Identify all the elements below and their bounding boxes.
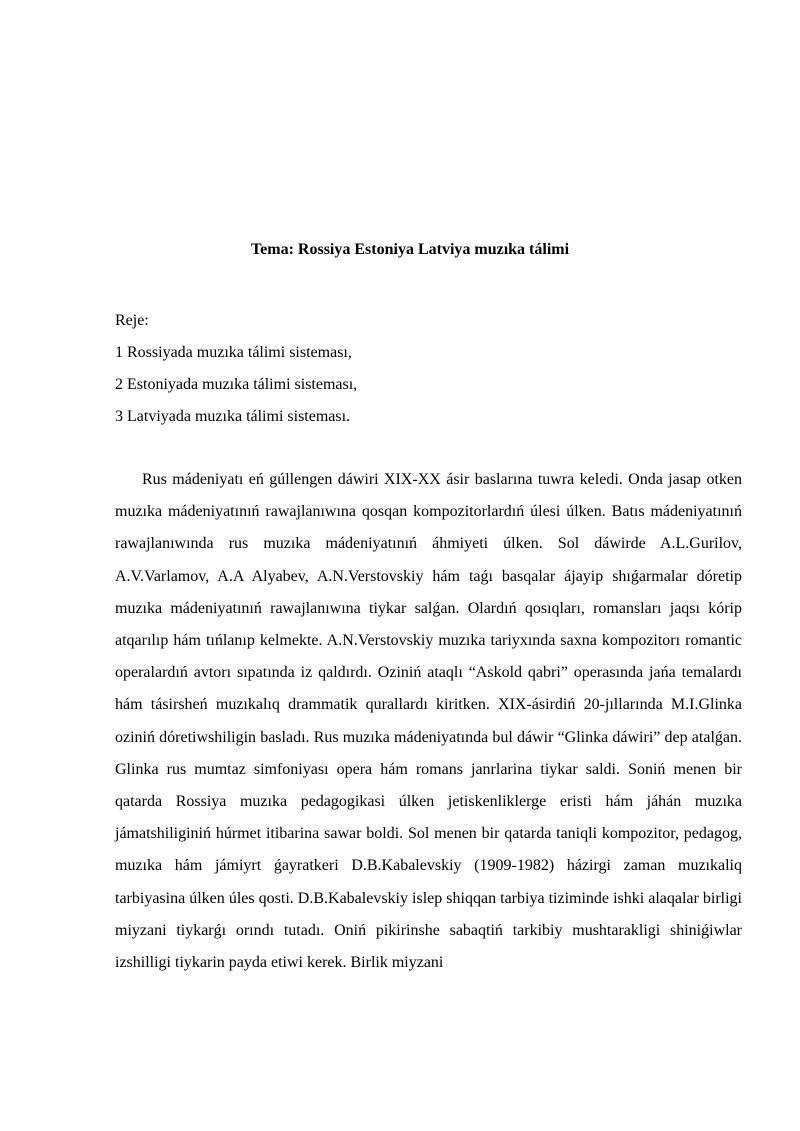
body-paragraph: Rus mádeniyatı eń gúllengen dáwiri XIX-XX ásir baslarına tuwra keledi. Onda jasap otken muzıka mádeniyatınıń rawajlanıwına qosqan kompozitorlardıń úlesi úlken. Batıs mádeniyatınıń rawajlanıwında rus muzıka mádeniyatınıń áhmiyeti úlken. Sol dáwirde A.L.Gurilov, A.V.Varlamov, A.A Alyabev, A.N.Verstovskiy hám taǵı basqalar ájayip shıǵarmalar dóretip muzıka mádeniyatınıń rawajlanıwına tiykar salǵan. Olardıń qosıqları, romansları jaqsı kórip atqarılıp hám tıńlanıp kelmekte. A.N.Verstovskiy muzıka tariyxında saxna kompozitorı romantic operalardıń avtorı sıpatında iz qaldırdı. Oziniń ataqlı “Askold qabri” operasında jańa temalardı hám tásirsheń muzıkalıq drammatik qurallardı kiritken. XIX-ásirdiń 20-jıllarında M.I.Glinka oziniń dóretiwshiligin basladı. Rus muzıka mádeniyatında bul dáwir “Glinka dáwiri” dep atalǵan. Glinka rus mumtaz simfoniyası opera hám romans janrlarina tiykar saldi. Soniń menen bir qatarda Rossiya muzıka pedagogikasi úlken jetiskenliklerge eristi hám jáhán muzıka jámatshiliginiń húrmet itibarina sawar boldi. Sol menen bir qatarda taniqli kompozitor, pedagog, muzıka hám jámiyrt ǵayratkeri D.B.Kabalevskiy (1909-1982) házirgi zaman muzıkaliq tarbiyasina úlken úles qosti. D.B.Kabalevskiy islep shiqqan tarbiya tiziminde ishki alaqalar birligi miyzani tiykarǵı orındı tutadı. Oniń pikirinshe sabaqtiń tarkibiy mushtarakligi shiniǵiwlar izshilligi tiykarin payda etiwi kerek. Birlik miyzani — [115, 471, 742, 972]
plan-heading: Reje: — [115, 312, 149, 329]
body-text — [115, 464, 742, 979]
plan-section — [115, 305, 755, 433]
plan-item: 3 Latviyada muzıka tálimi sisteması. — [115, 408, 351, 425]
plan-item: 1 Rossiyada muzıka tálimi sisteması, — [115, 344, 352, 361]
page-title: Tema: Rossiya Estoniya Latviya muzıka tálimi — [250, 241, 570, 258]
plan-item: 2 Estoniyada muzıka tálimi sisteması, — [115, 376, 358, 393]
